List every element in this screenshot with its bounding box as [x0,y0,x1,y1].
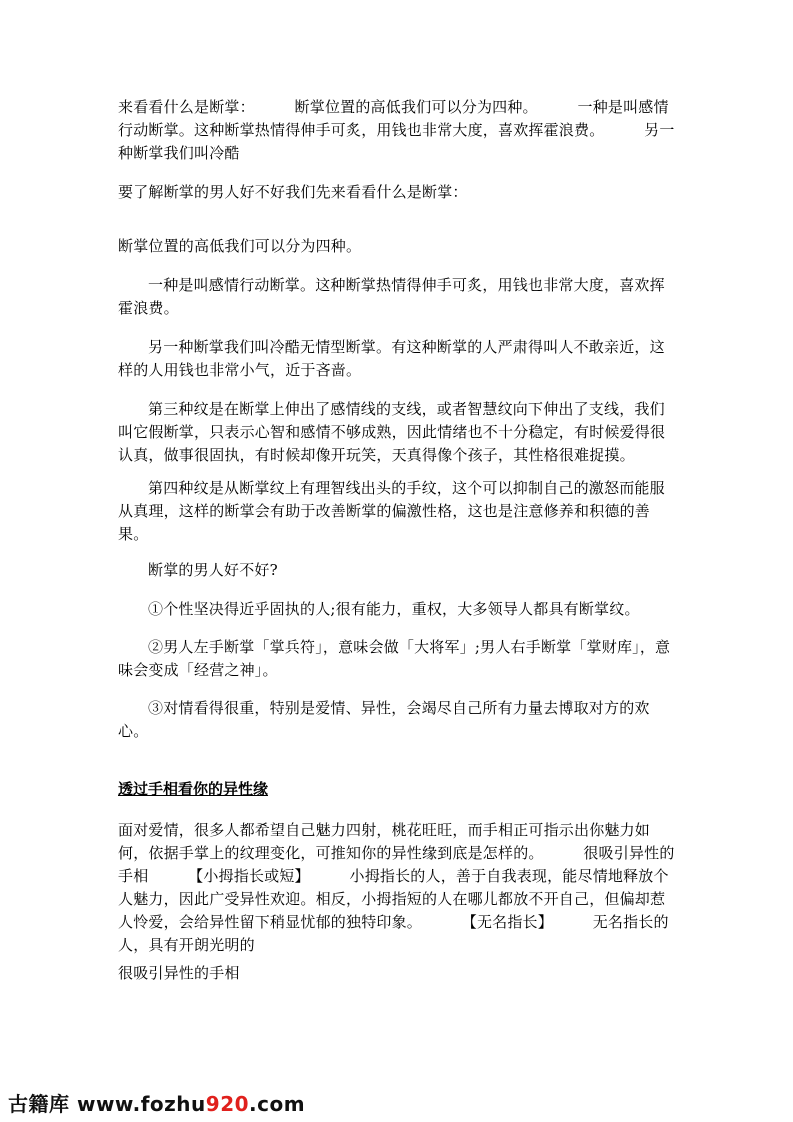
section-heading: 透过手相看你的异性缘 [118,780,269,798]
paragraph-men-question: 断掌的男人好不好? [148,561,278,579]
paragraph-type-one: 一种是叫感情行动断掌。这种断掌热情得伸手可炙，用钱也非常大度，喜欢挥霍浪费。 [118,276,665,317]
footer-site-name: 古籍库 [8,1092,70,1116]
paragraph-palm-attraction: 面对爱情，很多人都希望自己魅力四射，桃花旺旺，而手相正可指示出你魅力如何，依据手掌上的纹理变化，可推知你的异性缘到底是怎样的。 很吸引异性的手相 【小拇指长或短】 小拇指长的人，善于自我表现，能尽情地释放个人魅力，因此广受异性欢迎。相反，小拇指短的人在哪儿都放不开自己，但偏却惹人怜爱，会给异性留下稍显忧郁的独特印象。 【无名指长】 无名指长的人，具有开朗光明的 [118,821,675,954]
footer-url-prefix: www.fozhu [76,1092,206,1116]
paragraph-intro-summary: 来看看什么是断掌： 断掌位置的高低我们可以分为四种。 一种是叫感情行动断掌。这种断掌热情得伸手可炙，用钱也非常大度，喜欢挥霍浪费。 另一种断掌我们叫冷酷 [118,98,675,162]
paragraph-type-two: 另一种断掌我们叫冷酷无情型断掌。有这种断掌的人严肃得叫人不敢亲近，这样的人用钱也非常小气，近于吝啬。 [118,338,665,379]
paragraph-point-one: ①个性坚决得近乎固执的人;很有能力，重权，大多领导人都具有断掌纹。 [148,600,640,618]
paragraph-type-four: 第四种纹是从断掌纹上有理智线出头的手纹，这个可以抑制自己的激怒而能服从真理，这样的断掌会有助于改善断掌的偏激性格，这也是注意修养和积德的善果。 [118,479,665,543]
footer-url-number: 920 [205,1092,250,1116]
footer-url-suffix: .com [249,1092,306,1116]
paragraph-type-three: 第三种纹是在断掌上伸出了感情线的支线，或者智慧纹向下伸出了支线，我们叫它假断掌，只表示心智和感情不够成熟，因此情绪也不十分稳定，有时候爱得很认真，做事很固执，有时候却像开玩笑，天真得像个孩子，其性格很难捉摸。 [118,400,666,464]
paragraph-question: 要了解断掌的男人好不好我们先来看看什么是断掌： [118,183,468,201]
paragraph-point-three: ③对情看得很重，特别是爱情、异性，会竭尽自己所有力量去博取对方的欢心。 [118,699,650,740]
paragraph-point-two: ②男人左手断掌「掌兵符」，意味会做「大将军」;男人右手断掌「掌财库」，意味会变成「经营之神」。 [118,638,671,679]
footer-watermark [8,1088,305,1117]
paragraph-attraction-label: 很吸引异性的手相 [118,964,240,982]
paragraph-four-types: 断掌位置的高低我们可以分为四种。 [118,237,362,255]
